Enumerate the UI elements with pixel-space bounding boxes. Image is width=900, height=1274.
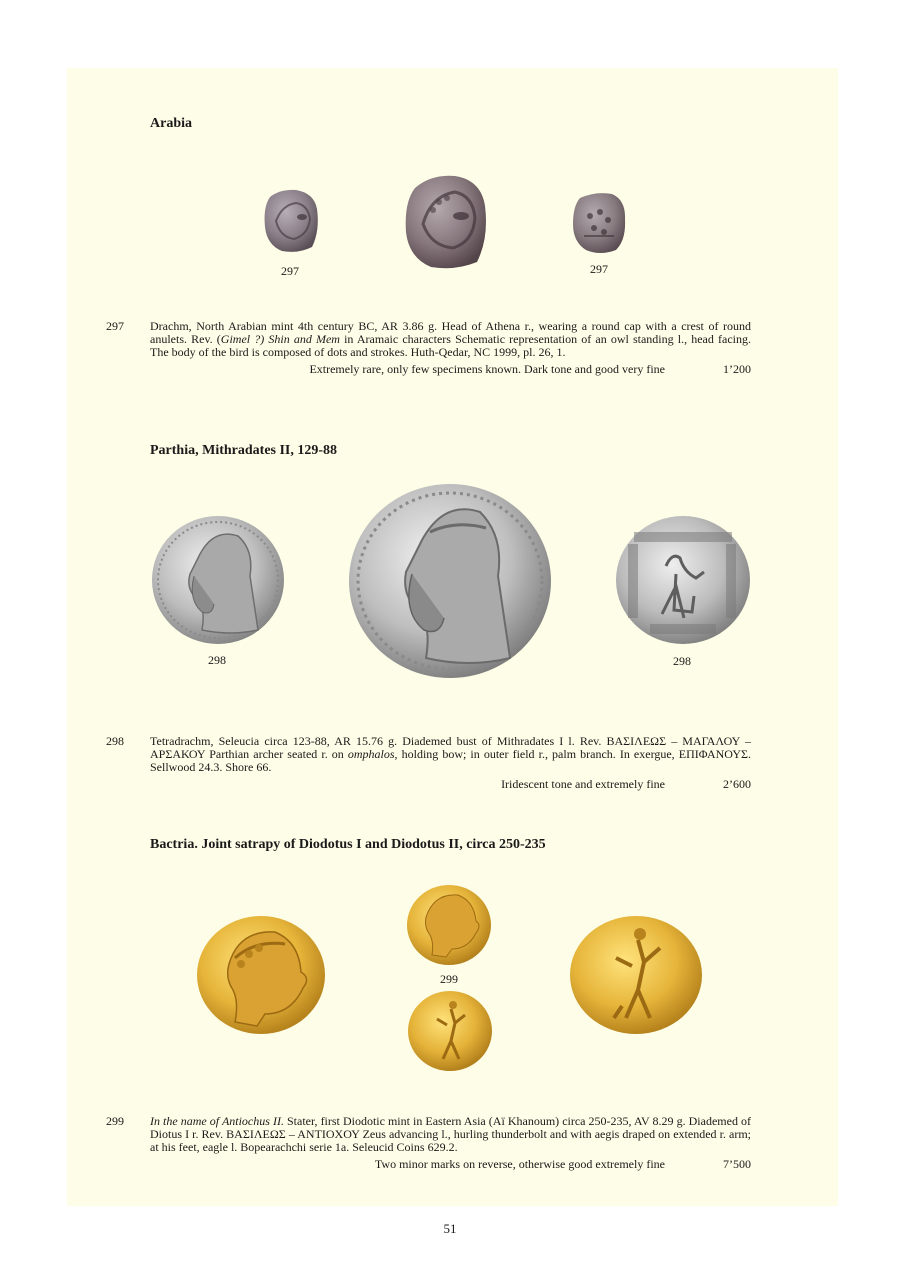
lot-condition-line-299	[150, 1158, 751, 1171]
lot-number-299: 299	[106, 1114, 124, 1128]
lot-condition-299: Two minor marks on reverse, otherwise good extremely fine	[374, 1157, 665, 1171]
page-number: 51	[443, 1221, 457, 1236]
section-heading-parthia: Parthia, Mithradates II, 129-88	[150, 443, 338, 458]
lot-estimate-299: 7’500	[723, 1157, 751, 1171]
lot-number-297: 297	[106, 319, 124, 333]
coin-299-reverse-large	[568, 914, 704, 1036]
lot-condition-line-298	[150, 778, 751, 791]
coin-299-reverse-small	[407, 989, 493, 1073]
lot-condition-298: Iridescent tone and extremely fine	[501, 777, 665, 791]
coin-297-obverse-small	[262, 187, 320, 255]
coin-299-obverse-small	[406, 883, 492, 967]
coin-298-obverse-small	[150, 514, 286, 646]
coin-caption-298-right: 298	[673, 654, 691, 668]
lot-description-298: Tetradrachm, Seleucia circa 123-88, AR 15.76 g. Diademed bust of Mithradates I l. Rev. ΒΑΣΙΛΕΩΣ – ΜΑΓΑΛΟΥ – ΑΡΣΑΚΟΥ Parthian archer seated r. on omphalos, holding bow; in outer field r., palm branch. In exergue, ΕΠΙΦΑΝΟΥΣ. Sellwood 24.3. Shore 66.	[150, 734, 751, 774]
lot-condition-297: Extremely rare, only few specimens known. Dark tone and good very fine	[309, 362, 665, 376]
coin-298-reverse	[614, 514, 752, 646]
lot-estimate-297: 1’200	[723, 362, 751, 376]
coin-299-obverse-large	[195, 914, 327, 1036]
coin-caption-298-left: 298	[208, 653, 226, 667]
lot-condition-line-297	[150, 363, 751, 376]
lot-estimate-298: 2’600	[723, 777, 751, 791]
lot-description-297: Drachm, North Arabian mint 4th century BC, AR 3.86 g. Head of Athena r., wearing a round cap with a crest of round anulets. Rev. (Gimel ?) Shin and Mem in Aramaic characters Schematic representation of an owl standing l., head facing. The body of the bird is composed of dots and strokes. Huth-Qedar, NC 1999, pl. 26, 1.	[150, 319, 751, 359]
coin-297-obverse-large	[403, 172, 489, 272]
section-heading-bactria: Bactria. Joint satrapy of Diodotus I and Diodotus II, circa 250-235	[150, 837, 546, 852]
coin-caption-297-right: 297	[590, 262, 608, 276]
coin-297-reverse	[570, 190, 628, 256]
coin-caption-299: 299	[440, 972, 458, 986]
lot-number-298: 298	[106, 734, 124, 748]
coin-caption-297-left: 297	[281, 264, 299, 278]
coin-298-obverse-large	[346, 480, 554, 682]
section-heading-arabia: Arabia	[150, 116, 192, 131]
lot-description-299: In the name of Antiochus II. Stater, first Diodotic mint in Eastern Asia (Aï Khanoum) circa 250-235, AV 8.29 g. Diademed of Diotus I r. Rev. ΒΑΣΙΛΕΩΣ – ΑΝΤΙΟΧΟΥ Zeus advancing l., hurling thunderbolt and with aegis draped on extended r. arm; at his feet, eagle l. Bopearachchi serie 1a. Seleucid Coins 629.2.	[150, 1114, 751, 1154]
